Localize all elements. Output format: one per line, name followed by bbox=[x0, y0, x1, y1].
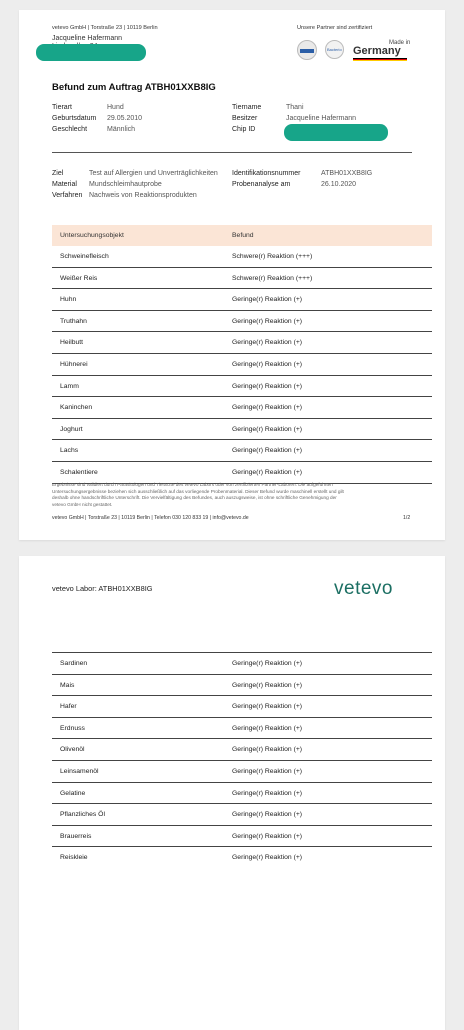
row-object: Schweinefleisch bbox=[60, 253, 109, 260]
germany-label: Germany bbox=[353, 45, 401, 57]
row-object: Erdnuss bbox=[60, 724, 85, 732]
table-row bbox=[52, 397, 432, 419]
id-label: Identifikationsnummer bbox=[232, 170, 301, 177]
footer: vetevo GmbH | Torstraße 23 | 10119 Berlin | Telefon 030 120 833 19 | info@vetevo.de bbox=[52, 515, 249, 521]
disclaimer-line-1: Ergebnisse sind validiert durch Parasitologen und Tierärzte des vetevo Labors oder von zertifizierten Partner-Laboren. Die aufgeführten bbox=[52, 482, 333, 487]
table-row bbox=[52, 289, 432, 311]
sender-line: vetevo GmbH | Torstraße 23 | 10119 Berlin bbox=[52, 25, 158, 31]
row-object: Joghurt bbox=[60, 425, 83, 433]
table-row bbox=[52, 268, 432, 290]
row-object: Truthahn bbox=[60, 317, 87, 325]
table-row bbox=[52, 846, 432, 868]
row-object: Heilbutt bbox=[60, 339, 84, 347]
row-object: Mais bbox=[60, 681, 75, 689]
row-result: Schwere(r) Reaktion (+++) bbox=[232, 253, 313, 260]
recipient-name: Jacqueline Hafermann bbox=[52, 35, 123, 42]
chip-id-label: Chip ID bbox=[232, 126, 256, 133]
row-object: Pflanzliches Öl bbox=[60, 811, 105, 819]
report-title: Befund zum Auftrag ATBH01XXB8IG bbox=[52, 82, 216, 93]
tiername-label: Tiername bbox=[232, 104, 262, 111]
table-row bbox=[52, 332, 432, 354]
besitzer-label: Besitzer bbox=[232, 115, 258, 122]
geschlecht-value: Männlich bbox=[107, 126, 136, 133]
table-row bbox=[52, 311, 432, 333]
table-row bbox=[52, 376, 432, 398]
table-row bbox=[52, 674, 432, 696]
date-value: 26.10.2020 bbox=[321, 181, 357, 188]
table-row bbox=[52, 695, 432, 717]
row-object: Kaninchen bbox=[60, 404, 93, 412]
row-result: Geringe(r) Reaktion (+) bbox=[232, 469, 303, 476]
table-row bbox=[52, 419, 432, 441]
report-page-2 bbox=[19, 556, 445, 1030]
row-result: Geringe(r) Reaktion (+) bbox=[232, 854, 303, 862]
row-result: Geringe(r) Reaktion (+) bbox=[232, 425, 303, 433]
table-row bbox=[52, 803, 432, 825]
row-result: Geringe(r) Reaktion (+) bbox=[232, 660, 303, 667]
table-row bbox=[52, 717, 432, 739]
row-object: Huhn bbox=[60, 296, 77, 304]
partners-label: Unsere Partner sind zertifiziert bbox=[297, 25, 373, 31]
row-object: Schalentiere bbox=[60, 469, 98, 476]
vetevo-logo: vetevo bbox=[334, 578, 393, 599]
table-row bbox=[52, 462, 432, 484]
table-header bbox=[52, 225, 432, 246]
row-object: Olivenöl bbox=[60, 746, 85, 754]
row-result: Geringe(r) Reaktion (+) bbox=[232, 404, 303, 412]
row-result: Geringe(r) Reaktion (+) bbox=[232, 746, 303, 754]
made-in-label: Made in bbox=[389, 40, 411, 46]
geschlecht-label: Geschlecht bbox=[52, 126, 88, 133]
disclaimer-line-4: vetevo GmbH nicht gestattet. bbox=[52, 501, 113, 507]
verfahren-label: Verfahren bbox=[52, 192, 83, 199]
tierart-value: Hund bbox=[107, 104, 124, 111]
row-object: Brauerreis bbox=[60, 832, 92, 840]
ziel-value: Test auf Allergien und Unverträglichkeiten bbox=[89, 170, 218, 177]
row-result: Geringe(r) Reaktion (+) bbox=[232, 361, 303, 368]
table-row bbox=[52, 354, 432, 376]
partner-seal-icon bbox=[297, 40, 317, 60]
tierart-label: Tierart bbox=[52, 104, 72, 111]
redaction-chip-id bbox=[284, 124, 388, 141]
disclaimer-line-3: deshalb ohne handschriftliche Unterschrift. Die Vervielfältigung des Befundes, auch auszugsweise, ist ohne schriftliche Genehmigung der bbox=[52, 495, 337, 500]
besitzer-value: Jacqueline Hafermann bbox=[286, 115, 357, 122]
bacterio-label: Bacterio bbox=[327, 47, 342, 52]
row-result: Geringe(r) Reaktion (+) bbox=[232, 339, 303, 347]
row-object: Lachs bbox=[60, 447, 79, 455]
disclaimer bbox=[52, 482, 344, 508]
id-value: ATBH01XXB8IG bbox=[321, 170, 373, 177]
row-object: Hafer bbox=[60, 703, 77, 711]
table-row bbox=[52, 760, 432, 782]
page-number: 1/2 bbox=[403, 515, 411, 521]
verfahren-value: Nachweis von Reaktionsprodukten bbox=[89, 192, 197, 199]
row-result: Geringe(r) Reaktion (+) bbox=[232, 768, 303, 775]
column-header-result: Befund bbox=[232, 232, 254, 239]
row-result: Geringe(r) Reaktion (+) bbox=[232, 681, 303, 689]
row-result: Geringe(r) Reaktion (+) bbox=[232, 382, 303, 390]
row-result: Geringe(r) Reaktion (+) bbox=[232, 447, 303, 455]
row-object: Reiskleie bbox=[60, 854, 88, 862]
tiername-value: Thani bbox=[286, 104, 304, 111]
row-object: Leinsamenöl bbox=[60, 768, 99, 775]
table-row bbox=[52, 440, 432, 462]
german-flag-icon bbox=[353, 58, 407, 61]
row-object: Weißer Reis bbox=[60, 274, 98, 282]
geburtsdatum-value: 29.05.2010 bbox=[107, 115, 143, 122]
row-result: Geringe(r) Reaktion (+) bbox=[232, 296, 303, 304]
row-result: Geringe(r) Reaktion (+) bbox=[232, 832, 303, 840]
row-result: Geringe(r) Reaktion (+) bbox=[232, 317, 303, 325]
row-result: Geringe(r) Reaktion (+) bbox=[232, 789, 303, 797]
page-2-header: vetevo Labor: ATBH01XXB8IG bbox=[52, 584, 153, 593]
report-page-1 bbox=[19, 10, 445, 540]
table-row bbox=[52, 782, 432, 804]
row-result: Geringe(r) Reaktion (+) bbox=[232, 724, 303, 732]
row-result: Geringe(r) Reaktion (+) bbox=[232, 811, 303, 819]
row-result: Geringe(r) Reaktion (+) bbox=[232, 703, 303, 711]
row-object: Lamm bbox=[60, 382, 79, 390]
bacterio-seal-icon bbox=[325, 40, 344, 59]
table-row bbox=[52, 652, 432, 674]
row-object: Hühnerei bbox=[60, 361, 88, 368]
row-object: Sardinen bbox=[60, 660, 88, 667]
disclaimer-line-2: Untersuchungsergebnisse beziehen sich ausschließlich auf das vorliegende Probenmaterial. Dieser Befund wurde maschinell erstellt und gilt bbox=[52, 488, 344, 494]
ziel-label: Ziel bbox=[52, 170, 64, 177]
column-header-object: Untersuchungsobjekt bbox=[60, 232, 124, 239]
divider bbox=[52, 152, 412, 153]
material-value: Mundschleimhautprobe bbox=[89, 181, 162, 188]
table-row bbox=[52, 825, 432, 847]
geburtsdatum-label: Geburtsdatum bbox=[52, 115, 97, 122]
row-object: Gelatine bbox=[60, 789, 86, 797]
table-row bbox=[52, 738, 432, 760]
redaction-address bbox=[36, 44, 146, 61]
material-label: Material bbox=[52, 181, 77, 188]
row-result: Schwere(r) Reaktion (+++) bbox=[232, 274, 313, 282]
table-row bbox=[52, 246, 432, 268]
date-label: Probenanalyse am bbox=[232, 181, 291, 188]
